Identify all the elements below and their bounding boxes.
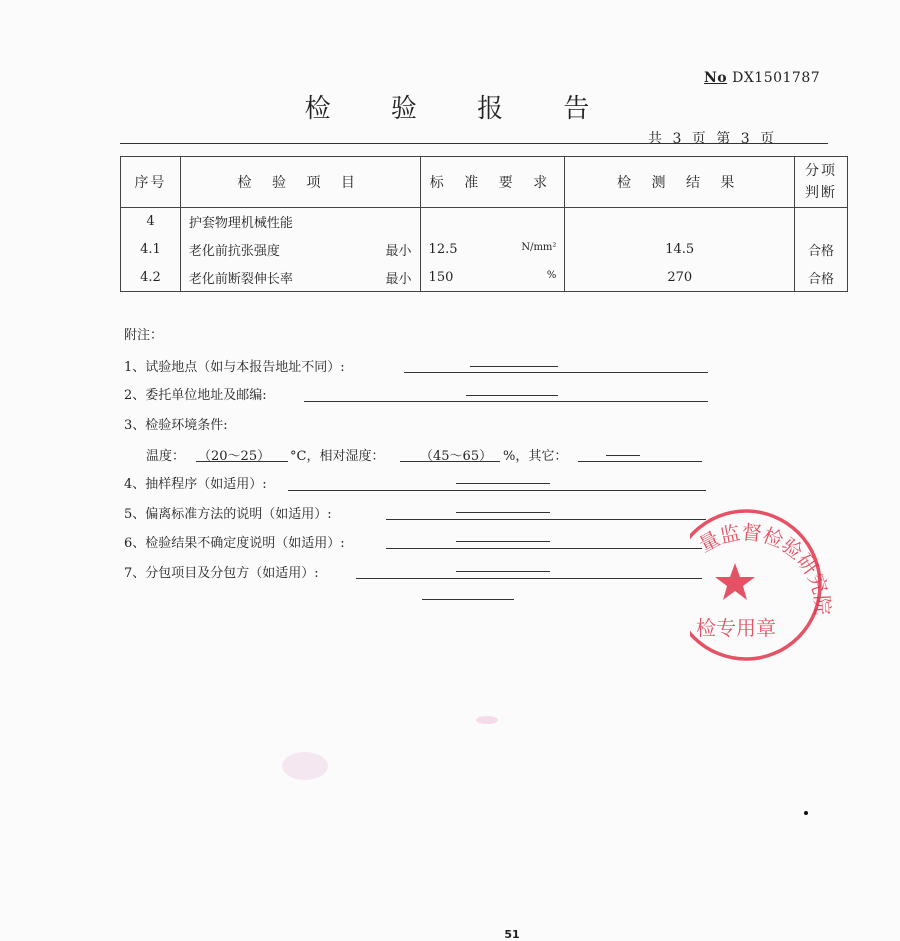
row-judgement: 合格 bbox=[795, 264, 848, 292]
env-temp-underline bbox=[196, 461, 288, 462]
document-title: 检 验 报 告 bbox=[304, 94, 616, 124]
note-underline bbox=[386, 548, 702, 549]
note-item: 2、委托单位地址及邮编: bbox=[124, 388, 267, 403]
note-underline bbox=[304, 401, 708, 402]
official-seal-stamp bbox=[690, 505, 840, 665]
row-requirement bbox=[420, 208, 565, 236]
note-item: 3、检验环境条件: bbox=[124, 418, 228, 433]
env-other-dash bbox=[606, 455, 640, 456]
env-humidity-underline bbox=[400, 461, 500, 462]
env-humidity-value: （45～65） bbox=[420, 449, 493, 464]
note-item: 7、分包项目及分包方（如适用）: bbox=[124, 566, 319, 581]
row-item-name: 老化前抗张强度 bbox=[188, 244, 280, 259]
row-seq: 4.2 bbox=[121, 264, 181, 292]
notes-heading: 附注： bbox=[124, 328, 164, 343]
header-requirement: 标 准 要 求 bbox=[420, 157, 565, 208]
row-req-unit: % bbox=[546, 269, 557, 281]
row-seq: 4.1 bbox=[121, 236, 181, 264]
table-row bbox=[121, 264, 848, 292]
row-result bbox=[565, 208, 795, 236]
note-short-line bbox=[456, 483, 550, 484]
note-underline bbox=[288, 490, 706, 491]
row-req-unit: N/mm² bbox=[521, 242, 557, 253]
env-temp-value: （20～25） bbox=[198, 449, 271, 464]
row-item bbox=[180, 236, 420, 264]
note-short-line bbox=[470, 366, 558, 367]
row-item: 护套物理机械性能 bbox=[180, 208, 420, 236]
env-temp-label: 温度： bbox=[146, 449, 186, 464]
row-requirement bbox=[420, 236, 565, 264]
page-count: 共 3 页 第 3 页 bbox=[648, 131, 778, 147]
scan-dot bbox=[804, 811, 808, 815]
table-header-row bbox=[121, 157, 848, 208]
row-seq: 4 bbox=[121, 208, 181, 236]
row-qualifier: 最小 bbox=[385, 244, 412, 259]
note-short-line bbox=[466, 395, 558, 396]
title-rule bbox=[120, 143, 828, 144]
note-short-line bbox=[456, 571, 550, 572]
header-judgement-line2: 判断 bbox=[805, 185, 838, 201]
row-result: 14.5 bbox=[565, 236, 795, 264]
env-humidity-unit: %，其它： bbox=[503, 449, 568, 464]
note-item: 5、偏离标准方法的说明（如适用）: bbox=[124, 507, 332, 522]
table-row bbox=[121, 236, 848, 264]
row-requirement bbox=[420, 264, 565, 292]
note-item: 4、抽样程序（如适用）: bbox=[124, 477, 267, 492]
page-number: 51 bbox=[504, 928, 520, 941]
header-item: 检 验 项 目 bbox=[180, 157, 420, 208]
note-item: 6、检验结果不确定度说明（如适用）: bbox=[124, 536, 345, 551]
header-seq: 序号 bbox=[121, 157, 181, 208]
seal-arc-text: 量监督检验研究院 bbox=[694, 519, 835, 616]
note-item: 1、试验地点（如与本报告地址不同）: bbox=[124, 360, 345, 375]
row-result: 270 bbox=[565, 264, 795, 292]
row-item-name: 老化前断裂伸长率 bbox=[188, 271, 293, 287]
end-line bbox=[422, 599, 514, 600]
header-judgement-line1: 分项 bbox=[805, 163, 838, 179]
scan-speck bbox=[476, 716, 498, 724]
row-judgement: 合格 bbox=[795, 236, 848, 264]
env-temp-unit: °C，相对湿度： bbox=[290, 449, 385, 464]
note-underline bbox=[386, 519, 706, 520]
note-short-line bbox=[456, 541, 550, 542]
seal-bottom-text: 检专用章 bbox=[696, 616, 776, 640]
header-judgement bbox=[795, 157, 848, 208]
row-judgement bbox=[795, 208, 848, 236]
number-mark: No bbox=[704, 70, 728, 86]
report-number-value: DX1501787 bbox=[732, 70, 821, 86]
row-item bbox=[180, 264, 420, 292]
report-number bbox=[704, 70, 820, 86]
note-short-line bbox=[456, 512, 550, 513]
row-req-value: 12.5 bbox=[428, 242, 458, 257]
seal-star-icon bbox=[715, 563, 755, 600]
note-underline bbox=[404, 372, 708, 373]
note-underline bbox=[356, 578, 702, 579]
scan-speck bbox=[282, 752, 328, 780]
env-other-underline bbox=[578, 461, 702, 462]
header-result: 检 测 结 果 bbox=[565, 157, 795, 208]
row-qualifier: 最小 bbox=[385, 271, 412, 287]
table-row bbox=[121, 208, 848, 236]
result-table bbox=[120, 156, 848, 292]
row-req-value: 150 bbox=[428, 269, 454, 285]
